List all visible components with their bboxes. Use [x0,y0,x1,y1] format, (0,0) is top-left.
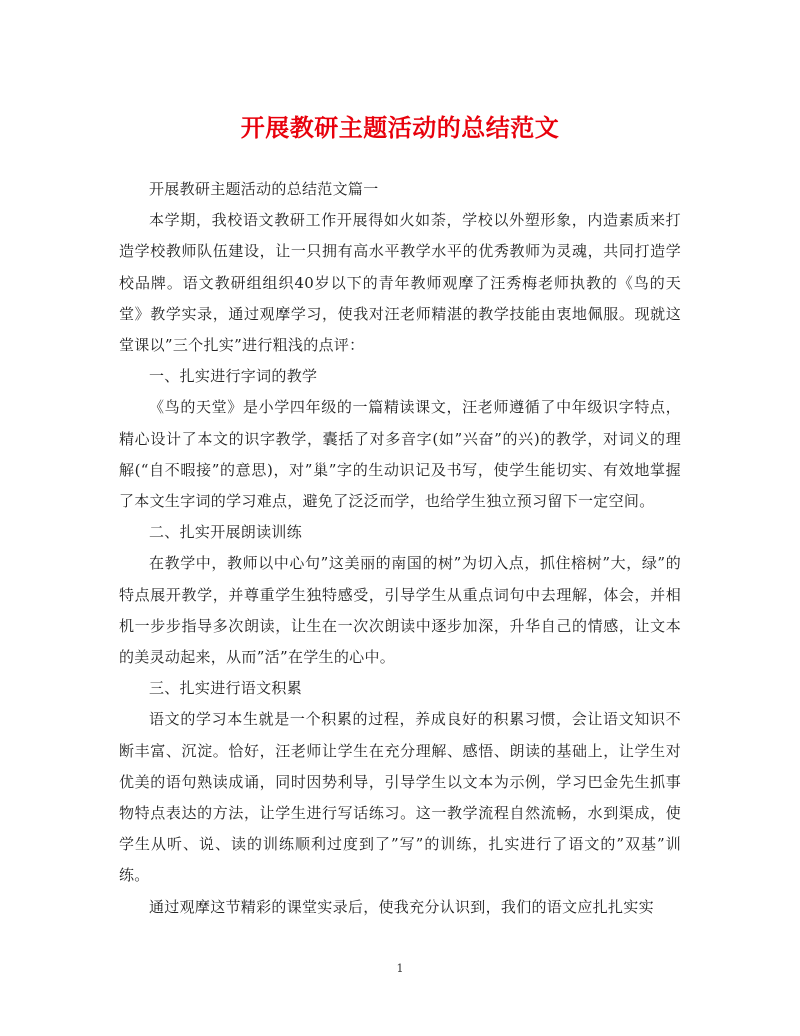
document-body [119,174,681,923]
body-paragraph: 《鸟的天堂》是小学四年级的一篇精读课文，汪老师遵循了中年级识字特点，精心设计了本文的识字教学，囊括了对多音字(如”兴奋”的兴)的教学，对词义的理解(“自不暇接”的意思)，对”巢”字的生动识记及书写，使学生能切实、有效地掌握了本文生字词的学习难点，避免了泛泛而学，也给学生独立预习留下一定空间。 [119,398,681,511]
body-paragraph: 在教学中，教师以中心句”这美丽的南国的树”为切入点，抓住榕树”大，绿”的特点展开教学，并尊重学生独特感受，引导学生从重点词句中去理解，体会，并相机一步步指导多次朗读，让生在一次次朗读中逐步加深，升华自己的情感，让文本的美灵动起来，从而”活”在学生的心中。 [119,554,681,667]
section-heading: 二、扎实开展朗读训练 [149,523,303,542]
body-paragraph: 语文的学习本生就是一个积累的过程，养成良好的积累习惯，会让语文知识不断丰富、沉淀。恰好，汪老师让学生在充分理解、感悟、朗读的基础上，让学生对优美的语句熟读成诵，同时因势利导，引导学生以文本为示例，学习巴金先生抓事物特点表达的方法，让学生进行写话练习。这一教学流程自然流畅，水到渠成，使学生从听、说、读的训练顺利过度到了”写”的训练，扎实进行了语文的”双基”训练。 [119,710,681,885]
body-paragraph: 本学期，我校语文教研工作开展得如火如荼，学校以外塑形象，内造素质来打造学校教师队伍建设，让一只拥有高水平教学水平的优秀教师为灵魂，共同打造学校品牌。语文教研组组织40岁以下的青年教师观摩了汪秀梅老师执教的《鸟的天堂》教学实录，通过观摩学习，使我对汪老师精湛的教学技能由衷地佩服。现就这堂课以”三个扎实”进行粗浅的点评： [119,211,681,355]
section-heading: 一、扎实进行字词的教学 [149,367,318,386]
body-paragraph: 通过观摩这节精彩的课堂实录后，使我充分认识到，我们的语文应扎扎实实 [149,897,654,916]
section-heading: 三、扎实进行语文积累 [149,679,303,698]
page-number: 1 [396,962,404,975]
section-heading: 开展教研主题活动的总结范文篇一 [149,180,379,198]
document-title: 开展教研主题活动的总结范文 [240,113,560,142]
